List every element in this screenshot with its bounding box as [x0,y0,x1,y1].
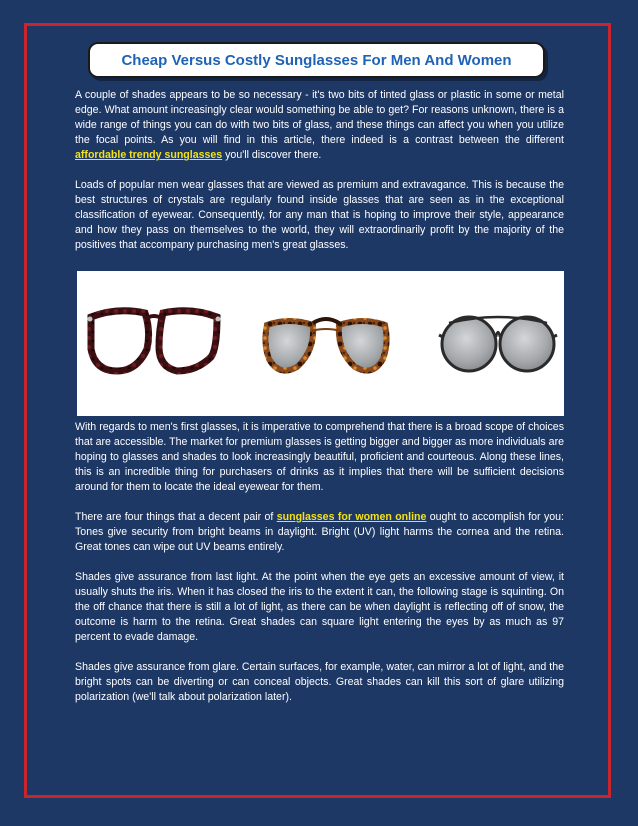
page-title: Cheap Versus Costly Sunglasses For Men And Women [121,51,512,69]
paragraph-4 [75,510,564,555]
sunglasses-for-women-link[interactable]: sunglasses for women online [276,511,427,523]
paragraph-1-tail: you'll discover there. [222,149,322,161]
optical-glasses-icon [88,311,221,371]
article-bottom [75,420,564,720]
paragraph-4-tail: ought to accomplish for you: Tones give security from bright beams in daylight. Bright (UV) light harms the cornea and the retina. Great tones can wipe out UV beams entirely. [75,511,564,553]
title-box [88,42,545,78]
affordable-sunglasses-link[interactable]: affordable trendy sunglasses [75,149,223,161]
paragraph-1-text: A couple of shades appears to be so necessary - it's two bits of tinted glass or plastic in some or metal edge. What amount increasingly clear would something be able to get? For reasons unknown, there is a wide range of things you can do with two bits of glass, and these things can affect you when you utilize the focal points. As you will find in this article, there indeed is a contrast between the different [75,89,564,146]
article-top [75,88,564,268]
paragraph-5: Shades give assurance from last light. At the point when the eye gets an excessive amount of view, it usually shuts the iris. When it has closed the iris to the extent it can, the following stage is squinting. On the off chance that there is still a lot of light, as there can be when daylight is reflecting off of snow, the outcome is harm to the retina. Great shades can square light entering the eyes by as much as 97 percent to evade damage. [75,571,564,643]
eyewear-image [77,271,564,416]
paragraph-6: Shades give assurance from glare. Certain surfaces, for example, water, can mirror a lot of light, and the bright spots can be diverting or can conceal objects. Great shades can kill this sort of glare utilizing polarization (we'll talk about polarization later). [75,661,564,703]
aviator-sunglasses-icon [265,319,386,371]
paragraph-3: With regards to men's first glasses, it is imperative to comprehend that there is a broad scope of choices that are accessible. The market for premium glasses is getting bigger and bigger as more individuals are hoping to glasses and shades to look increasingly beautiful, proficient and courteous. Along these lines, this is an incredible thing for purchasers of drinks as it implies that there will be sufficient decisions around for them to locate the ideal eyewear for them. [75,421,564,493]
round-sunglasses-icon [439,317,557,371]
paragraph-4-text: There are four things that a decent pair of [75,511,277,523]
paragraph-1 [75,88,564,163]
paragraph-2: Loads of popular men wear glasses that are viewed as premium and extravagance. This is because the best structures of crystals are regularly found inside glasses that are seen as in the exceptional classification of eyewear. Consequently, for any man that is hoping to improve their style, appearance and how they pass on themselves to the world, they will extraordinarily profit by the majority of the positives that accompany purchasing men's great glasses. [75,179,564,251]
